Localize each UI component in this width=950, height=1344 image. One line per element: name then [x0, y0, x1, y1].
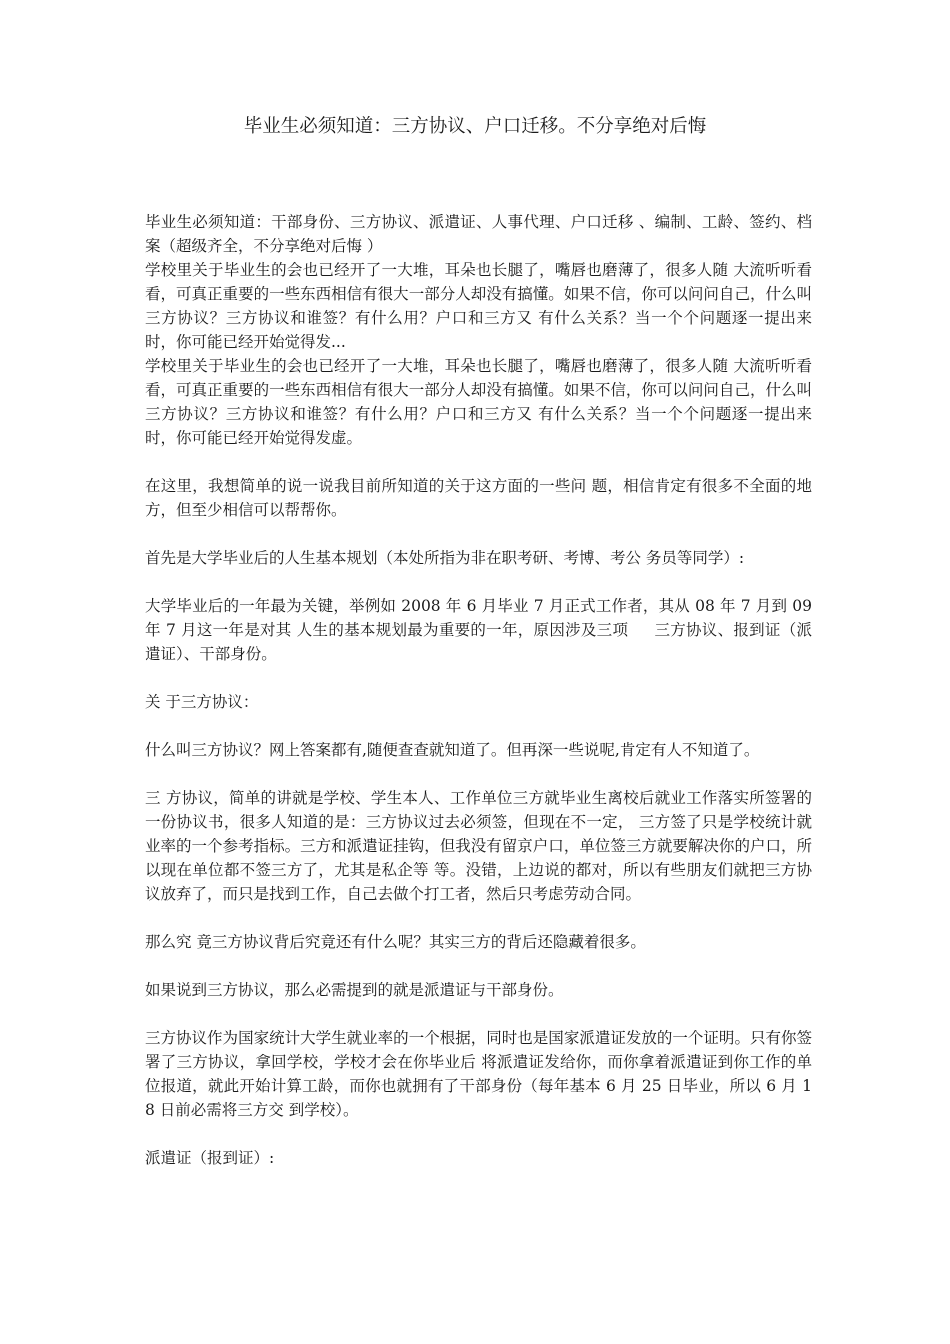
first-year-paragraph: 大学毕业后的一年最为关键，举例如 2008 年 6 月毕业 7 月正式工作者，其从 08 年 7 月到 09 年 7 月这一年是对其 人生的基本规划最为重要的一年，原因涉及三项 三方协议、报到证（派遣证）、干部身份。: [145, 597, 812, 663]
intro-paragraph: 学校里关于毕业生的会也已经开了一大堆，耳朵也长腿了，嘴唇也磨薄了，很多人随 大流听听看看，可真正重要的一些东西相信有很大一部分人却没有搞懂。如果不信，你可以问问自己，什么叫三方协议？三方协议和谁签？有什么用？户口和三方又 有什么关系？当一个个问题逐一提出来时，你可能已经开始觉得发虚。: [145, 357, 812, 447]
purpose-paragraph: 在这里，我想简单的说一说我目前所知道的关于这方面的一些问 题，相信肯定有很多不全面的地方，但至少相信可以帮帮你。: [145, 477, 812, 519]
document-title: 毕业生必须知道：三方协议、户口迁移。不分享绝对后悔: [243, 116, 707, 137]
intro-keywords-paragraph: 毕业生必须知道：干部身份、三方协议、派遣证、人事代理、户口迁移 、编制、工龄、签约、档案（超级齐全，不分享绝对后悔 ）: [145, 213, 812, 255]
tripartite-explanation-paragraph: 三 方协议，简单的讲就是学校、学生本人、工作单位三方就毕业生离校后就业工作落实所签署的一份协议书，很多人知道的是：三方协议过去必须签，但现在不一定， 三方签了只是学校统计就业率的一个参考指标。三方和派遣证挂钩，但我没有留京户口，单位签三方就要解决你的户口，所以现在单位都不签三方了，尤其是私企等 等。没错，上边说的都对，所以有些朋友们就把三方协议放弃了，而只是找到工作，自己去做个打工者，然后只考虑劳动合同。: [145, 789, 812, 903]
employment-rate-paragraph: 三方协议作为国家统计大学生就业率的一个根据，同时也是国家派遣证发放的一个证明。只有你签署了三方协议，拿回学校，学校才会在你毕业后 将派遣证发给你，而你拿着派遣证到你工作的单位报道，就此开始计算工龄，而你也就拥有了干部身份（每年基本 6 月 25 日毕业，所以 6 月 18 日前必需将三方交 到学校）。: [145, 1029, 812, 1119]
document-body: [145, 210, 812, 1170]
intro-paragraph-truncated: 学校里关于毕业生的会也已经开了一大堆，耳朵也长腿了，嘴唇也磨薄了，很多人随 大流听听看看，可真正重要的一些东西相信有很大一部分人却没有搞懂。如果不信，你可以问问自己，什么叫三方协议？三方协议和谁签？有什么用？户口和三方又 有什么关系？当一个个问题逐一提出来时，你可能已经开始觉得发...: [145, 261, 812, 351]
life-planning-heading: 首先是大学毕业后的人生基本规划（本处所指为非在职考研、考博、考公 务员等同学）:: [145, 549, 745, 567]
what-is-tripartite-paragraph: 什么叫三方协议？网上答案都有,随便查查就知道了。但再深一些说呢,肯定有人不知道了。: [145, 741, 760, 759]
dispatch-cadre-paragraph: 如果说到三方协议，那么必需提到的就是派遣证与干部身份。: [145, 981, 564, 999]
dispatch-certificate-heading: 派遣证（报到证）:: [145, 1149, 275, 1167]
hidden-meaning-paragraph: 那么究 竟三方协议背后究竟还有什么呢？其实三方的背后还隐藏着很多。: [145, 933, 646, 951]
tripartite-heading: 关 于三方协议：: [145, 693, 259, 711]
